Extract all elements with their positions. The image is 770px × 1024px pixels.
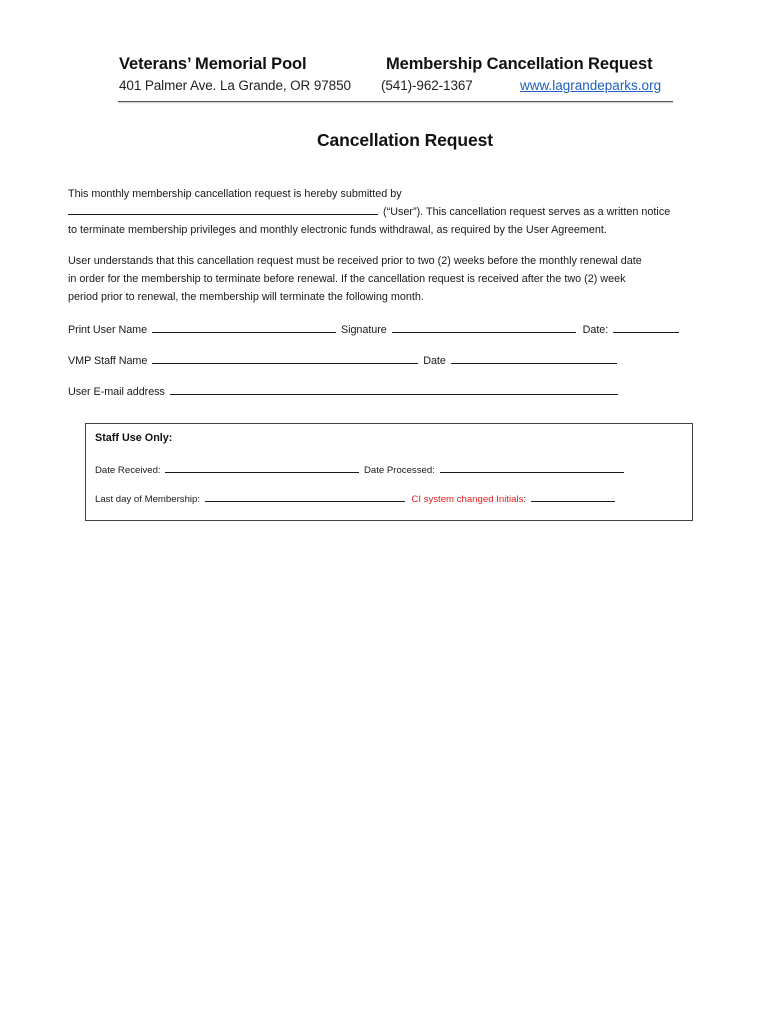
staff-date-label: Date xyxy=(423,355,446,367)
email-field[interactable] xyxy=(170,383,618,395)
staff-name-row xyxy=(68,352,619,367)
terms-line-3: period prior to renewal, the membership will terminate the following month. xyxy=(68,291,424,303)
email-label: User E-mail address xyxy=(68,386,165,398)
signature-field[interactable] xyxy=(392,321,576,333)
terms-line-2: in order for the membership to terminate before renewal. If the cancellation request is received after the two (2) week xyxy=(68,273,626,285)
date-received-field[interactable] xyxy=(165,462,359,473)
staff-name-label: VMP Staff Name xyxy=(68,355,148,367)
date-field[interactable] xyxy=(613,321,679,333)
intro-paragraph xyxy=(68,185,708,239)
user-name-row xyxy=(68,321,681,336)
terms-paragraph xyxy=(68,252,708,306)
terms-line-1: User understands that this cancellation request must be received prior to two (2) weeks before the monthly renewal date xyxy=(68,255,642,267)
form-name: Membership Cancellation Request xyxy=(386,55,653,73)
intro-line-3: to terminate membership privileges and monthly electronic funds withdrawal, as required by the User Agreement. xyxy=(68,224,607,236)
intro-line-2-text: (“User”). This cancellation request serves as a written notice xyxy=(383,206,671,218)
date-processed-label: Date Processed: xyxy=(363,465,435,476)
intro-line-1: This monthly membership cancellation request is hereby submitted by xyxy=(68,188,402,200)
page-title: Cancellation Request xyxy=(317,130,493,150)
ci-label: CI system changed Initials xyxy=(411,494,524,505)
staff-use-box xyxy=(85,423,693,521)
staff-name-field[interactable] xyxy=(152,352,418,364)
ci-colon: : xyxy=(523,494,527,505)
date-processed-field[interactable] xyxy=(440,462,624,473)
website-link[interactable]: www.lagrandeparks.org xyxy=(520,78,662,93)
phone: (541)-962-1367 xyxy=(381,78,473,93)
email-row xyxy=(68,383,620,398)
last-day-label: Last day of Membership: xyxy=(95,494,201,505)
print-user-name-field[interactable] xyxy=(152,321,336,333)
last-day-field[interactable] xyxy=(205,491,405,502)
date-received-label: Date Received: xyxy=(95,465,161,476)
submitter-name-blank[interactable] xyxy=(68,203,378,215)
staff-date-field[interactable] xyxy=(451,352,617,364)
header-divider xyxy=(118,101,673,102)
print-user-name-label: Print User Name xyxy=(68,324,148,336)
address: 401 Palmer Ave. La Grande, OR 97850 xyxy=(119,78,351,93)
date-received-row xyxy=(95,462,626,476)
intro-line-2 xyxy=(68,203,708,221)
signature-label: Signature xyxy=(340,324,387,336)
date-label: Date: xyxy=(582,324,609,336)
staff-use-title: Staff Use Only: xyxy=(95,432,173,444)
last-day-row xyxy=(95,491,617,505)
org-name: Veterans’ Memorial Pool xyxy=(119,55,307,73)
ci-initials-field[interactable] xyxy=(531,491,615,502)
